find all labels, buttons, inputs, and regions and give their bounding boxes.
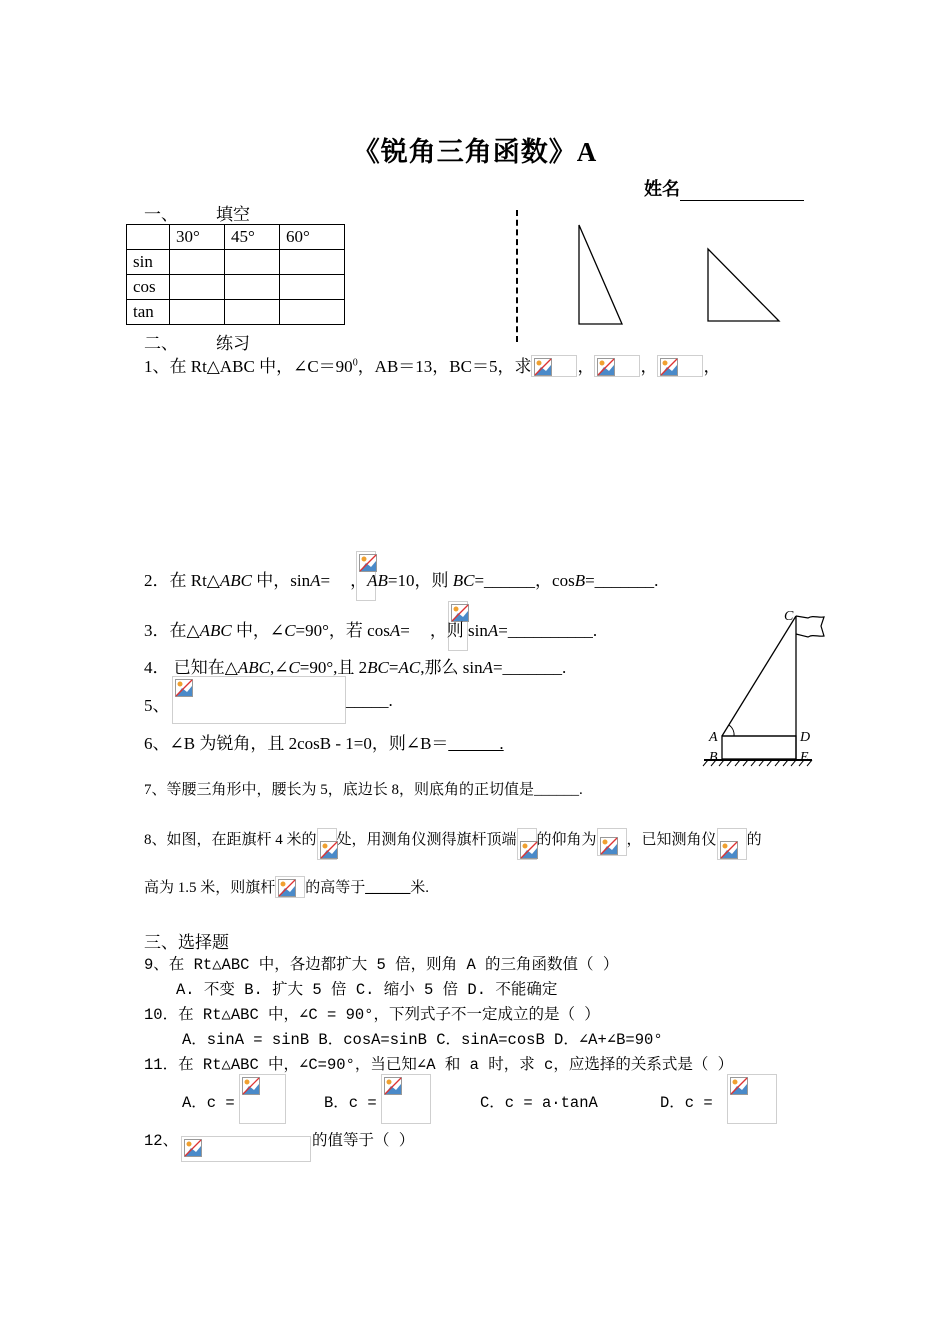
formula-image-icon	[275, 876, 305, 898]
q4-var: ABC	[237, 658, 270, 677]
q2-var: B	[574, 571, 586, 590]
table-cell	[225, 300, 280, 325]
formula-image-icon	[239, 1074, 286, 1124]
q4-var: C	[288, 658, 300, 677]
formula-image-icon	[717, 828, 747, 860]
q8-part: ，已知测角仪	[626, 832, 717, 848]
section-1-number: 一、	[144, 205, 178, 224]
q4-part: =	[388, 658, 399, 677]
q3-var: A	[487, 621, 499, 640]
formula-image-icon	[317, 828, 337, 860]
table-header-cell: 30°	[170, 225, 225, 250]
q2-var: A	[310, 571, 321, 590]
label-B: B	[709, 750, 718, 765]
q2-part: =_______.	[585, 571, 659, 590]
instrument-rect	[722, 736, 796, 759]
question-9: 9、在 Rt△ABC 中，各边都扩大 5 倍，则角 A 的三角函数值（ ）	[144, 956, 619, 974]
q2-part: =______，cos	[474, 571, 575, 590]
formula-image-icon	[727, 1074, 777, 1124]
q1-sep: ，	[703, 357, 721, 376]
section-2-label: 练习	[216, 334, 250, 353]
name-field	[644, 175, 804, 201]
table-header-cell: 45°	[225, 225, 280, 250]
dashed-divider	[516, 210, 518, 342]
q3-part: =__________.	[498, 621, 598, 640]
q3-part: =	[400, 621, 410, 640]
question-3	[144, 616, 597, 641]
table-cell	[225, 275, 280, 300]
formula-image-icon	[531, 355, 577, 377]
question-9-options: A. 不变 B. 扩大 5 倍 C. 缩小 5 倍 D. 不能确定	[176, 981, 558, 999]
q2-part: =	[320, 571, 331, 590]
table-row-label: tan	[127, 300, 170, 325]
question-11: 11．在 Rt△ABC 中，∠C=90°，当已知∠A 和 a 时，求 c，应选择的关系式是（ ）	[144, 1056, 734, 1074]
q8-part: 高为 1.5 米，则旗杆	[144, 880, 276, 896]
q1-sep: ，	[577, 357, 595, 376]
q8-blank: ______	[365, 880, 411, 896]
table-cell	[170, 275, 225, 300]
q8-part: 处，用测角仪测得旗杆顶端	[336, 832, 517, 848]
q11-b-formula	[381, 1074, 431, 1124]
table-cell	[280, 250, 345, 275]
table-header-cell	[127, 225, 170, 250]
name-label: 姓名	[644, 179, 680, 199]
question-10: 10．在 Rt△ABC 中，∠C = 90°，下列式子不一定成立的是（ ）	[144, 1006, 600, 1024]
formula-image-icon	[597, 828, 627, 856]
q3-var: A	[389, 621, 401, 640]
section-2-heading	[144, 329, 250, 354]
table-cell	[170, 300, 225, 325]
q12-formula-box	[181, 1136, 311, 1162]
q4-var: BC	[367, 658, 389, 677]
section-2-number: 二、	[144, 334, 178, 353]
label-E: E	[800, 750, 809, 765]
flag-icon	[796, 616, 824, 637]
q2-var: ABC	[219, 571, 252, 590]
q3-part: 中，∠	[231, 621, 285, 640]
triangle-45-45-90	[708, 249, 779, 321]
q8-part: 的仰角为	[536, 832, 597, 848]
q6-part: 6、∠B 为锐角，且 2cosB - 1=0，则∠B＝	[144, 734, 449, 753]
table-row	[127, 275, 345, 300]
question-8-line-2	[144, 876, 429, 898]
q6-blank: ______.	[448, 734, 504, 753]
q1-sep: ，	[640, 357, 658, 376]
sight-line	[722, 616, 796, 736]
q4-part: ,∠	[269, 658, 289, 677]
q8-part: 8、如图，在距旗杆 4 米的	[144, 832, 317, 848]
question-1	[144, 352, 720, 377]
label-C: C	[784, 609, 794, 624]
q3-part: =90°，若 cos	[295, 621, 390, 640]
q2-part: ，	[350, 571, 368, 590]
trig-values-table	[126, 224, 345, 325]
q11-option-d: D．c =	[660, 1094, 713, 1112]
section-3-heading: 三、选择题	[144, 933, 229, 952]
q1-rest: ，AB＝13，BC＝5，求	[357, 357, 532, 376]
flagpole-figure	[700, 606, 830, 768]
q8-part: 米.	[410, 880, 430, 896]
question-2	[144, 566, 658, 591]
question-7: 7、等腰三角形中，腰长为 5，底边长 8，则底角的正切值是______.	[144, 782, 583, 798]
q5-part: 5、	[144, 696, 170, 715]
table-cell	[280, 275, 345, 300]
page-title: 《锐角三角函数》A	[352, 137, 598, 167]
q4-var: AC	[398, 658, 421, 677]
q4-part: 4． 已知在△	[144, 658, 238, 677]
q1-text: 1、在 Rt△ABC 中，∠C＝90	[144, 357, 353, 376]
q3-part: ，则 sin	[429, 621, 488, 640]
triangle-30-60-90	[579, 225, 622, 324]
triangle-diagrams	[570, 220, 790, 330]
q11-a-formula	[239, 1074, 286, 1124]
q4-var: A	[482, 658, 493, 677]
q2-part: 2．在 Rt△	[144, 571, 220, 590]
table-header-row	[127, 225, 345, 250]
q3-var: ABC	[199, 621, 232, 640]
q11-option-a: A．c =	[182, 1094, 235, 1112]
q8-part: 的高等于	[305, 880, 366, 896]
question-5-blank: _____.	[346, 691, 393, 710]
label-A: A	[709, 730, 718, 745]
q2-part: =10，则	[387, 571, 453, 590]
table-row	[127, 250, 345, 275]
q11-d-formula	[727, 1074, 777, 1124]
question-4	[144, 653, 566, 678]
label-D: D	[800, 730, 811, 745]
question-12-number: 12、	[144, 1132, 179, 1150]
q2-var: AB	[367, 571, 388, 590]
section-1-heading	[144, 200, 250, 225]
q11-option-b: B．c =	[324, 1094, 377, 1112]
formula-image-icon	[657, 355, 703, 377]
q4-part: ,那么 sin	[420, 658, 483, 677]
formula-image-icon	[381, 1074, 431, 1124]
formula-image-icon	[181, 1136, 311, 1162]
table-row-label: sin	[127, 250, 170, 275]
q2-var: BC	[452, 571, 475, 590]
question-5	[144, 691, 170, 716]
q5-formula-box	[172, 676, 346, 724]
q8-part: 的	[746, 832, 762, 848]
q2-part: 中，sin	[252, 571, 311, 590]
question-6	[144, 729, 504, 754]
formula-image-icon	[517, 828, 537, 860]
table-row-label: cos	[127, 275, 170, 300]
table-cell	[280, 300, 345, 325]
question-10-options: A．sinA = sinB B．cosA=sinB C．sinA=cosB D．∠A+∠B=90°	[182, 1031, 663, 1049]
question-8-line-1	[144, 828, 762, 860]
table-header-cell: 60°	[280, 225, 345, 250]
section-1-label: 填空	[216, 205, 250, 224]
q3-part: 3．在△	[144, 621, 200, 640]
angle-arc	[729, 725, 734, 736]
table-cell	[225, 250, 280, 275]
name-blank	[680, 182, 804, 201]
q11-option-c: C．c = a·tanA	[480, 1094, 598, 1112]
q3-var: C	[284, 621, 296, 640]
question-12-text: 的值等于（ ）	[312, 1132, 415, 1150]
table-row	[127, 300, 345, 325]
q4-part: =90°,且 2	[299, 658, 368, 677]
formula-image-icon	[172, 676, 346, 724]
formula-image-icon	[594, 355, 640, 377]
q4-part: =_______.	[492, 658, 567, 677]
table-cell	[170, 250, 225, 275]
q1-sup: 0	[352, 357, 358, 369]
